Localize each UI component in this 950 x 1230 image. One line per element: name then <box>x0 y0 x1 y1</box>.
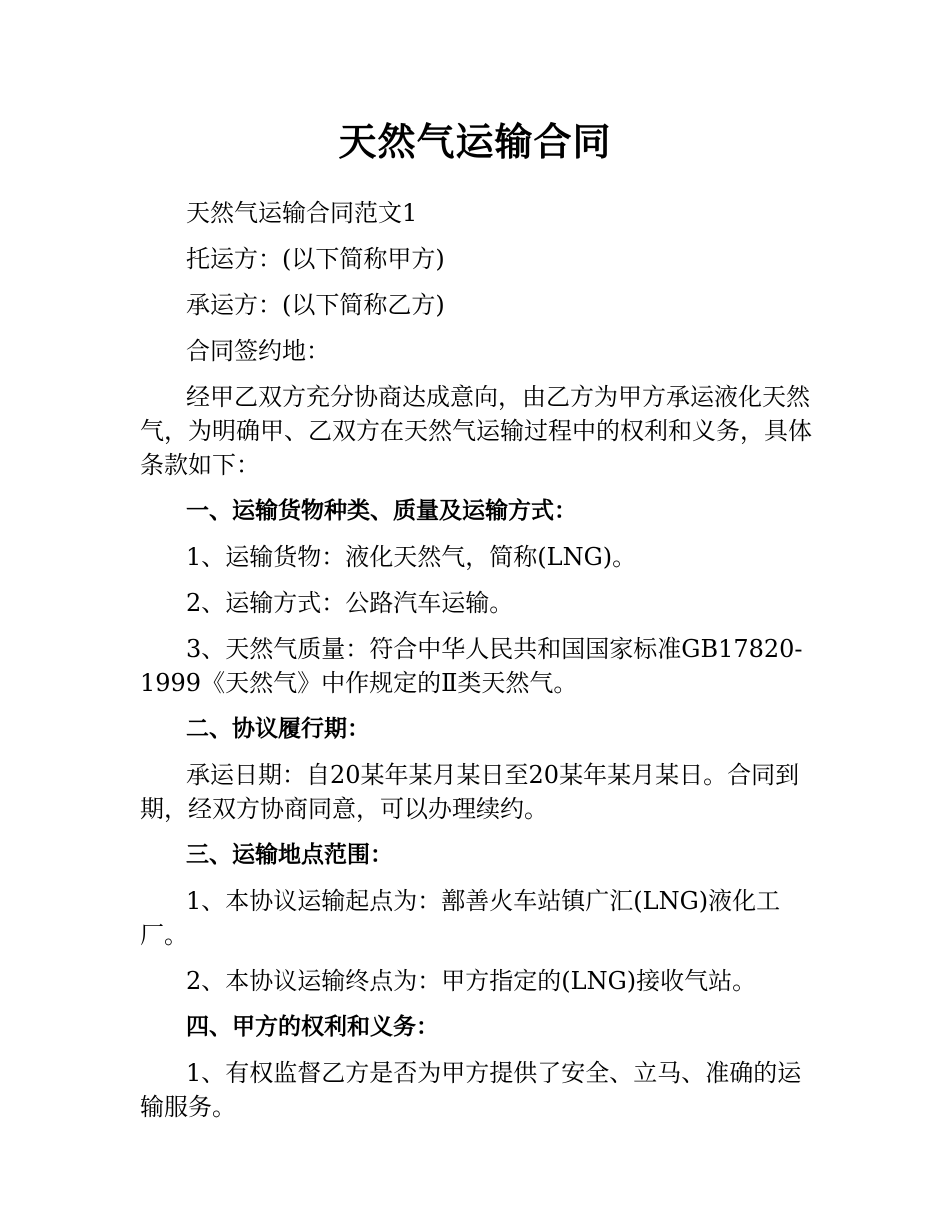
paragraph-cargo-item-3: 3、天然气质量：符合中华人民共和国国家标准GB17820-1999《天然气》中作规定的Ⅱ类天然气。 <box>140 635 803 697</box>
document-body <box>140 196 820 1136</box>
paragraph-cargo-item-2: 2、运输方式：公路汽车运输。 <box>186 589 514 617</box>
paragraph-party-a-item-1: 1、有权监督乙方是否为甲方提供了安全、立马、准确的运输服务。 <box>140 1059 802 1121</box>
paragraph-cargo-item-1: 1、运输货物：液化天然气，简称(LNG)。 <box>186 543 637 571</box>
paragraph-sample-label: 天然气运输合同范文1 <box>186 199 418 227</box>
section-heading-party-a-rights: 四、甲方的权利和义务： <box>186 1014 439 1040</box>
section-heading-term: 二、协议履行期： <box>186 716 370 742</box>
paragraph-carrier: 承运方：(以下简称乙方) <box>186 291 445 319</box>
paragraph-location-item-2: 2、本协议运输终点为：甲方指定的(LNG)接收气站。 <box>186 967 757 995</box>
paragraph-signing-place: 合同签约地： <box>186 337 330 365</box>
section-heading-cargo: 一、运输货物种类、质量及运输方式： <box>186 498 577 524</box>
paragraph-location-item-1: 1、本协议运输起点为：鄯善火车站镇广汇(LNG)液化工厂。 <box>140 887 781 949</box>
paragraph-term: 承运日期：自20某年某月某日至20某年某月某日。合同到期，经双方协商同意，可以办理续约。 <box>140 761 800 823</box>
paragraph-preamble: 经甲乙双方充分协商达成意向，由乙方为甲方承运液化天然气，为明确甲、乙双方在天然气运输过程中的权利和义务，具体条款如下： <box>140 383 812 479</box>
document-title: 天然气运输合同 <box>338 120 612 164</box>
paragraph-shipper: 托运方：(以下简称甲方) <box>186 245 445 273</box>
section-heading-locations: 三、运输地点范围： <box>186 842 393 868</box>
